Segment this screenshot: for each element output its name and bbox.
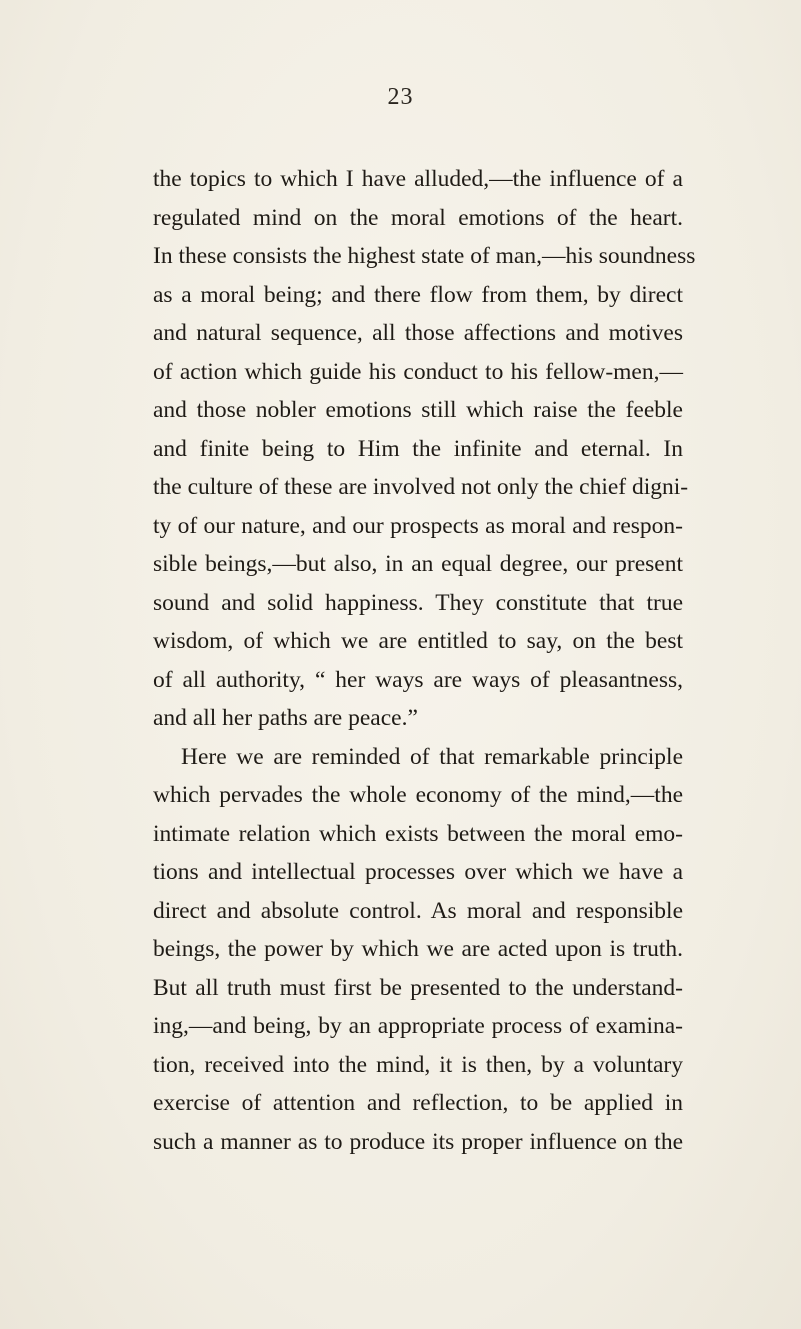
text-line: and finite being to Him the infinite and eternal. In	[153, 435, 683, 462]
text-line: Here we are reminded of that remarkable principle	[181, 743, 683, 770]
text-line: as a moral being; and there flow from them, by direct	[153, 281, 683, 308]
body-text	[153, 160, 696, 1161]
text-line: wisdom, of which we are entitled to say, on the best	[153, 628, 683, 654]
text-line: sound and solid happiness. They constitute that true	[153, 589, 683, 616]
text-line: direct and absolute control. As moral and responsible	[153, 897, 683, 924]
page-number: 23	[387, 84, 414, 110]
text-line: In these consists the highest state of man,—his soundness	[153, 243, 696, 269]
paragraph-1	[153, 160, 696, 738]
text-line: and all her paths are peace.”	[153, 705, 418, 731]
text-line: beings, the power by which we are acted upon is truth.	[153, 936, 683, 962]
text-line: intimate relation which exists between the moral emo-	[153, 820, 683, 847]
text-line: and natural sequence, all those affections and motives	[153, 320, 683, 346]
paragraph-2	[153, 738, 683, 1162]
text-line: such a manner as to produce its proper influence on the	[153, 1128, 683, 1155]
text-line: tion, received into the mind, it is then, by a voluntary	[153, 1051, 683, 1078]
text-line: regulated mind on the moral emotions of the heart.	[153, 204, 683, 231]
text-line: and those nobler emotions still which raise the feeble	[153, 397, 683, 423]
text-line: tions and intellectual processes over which we have a	[153, 859, 683, 885]
text-line: sible beings,—but also, in an equal degree, our present	[153, 551, 683, 577]
text-line: of all authority, “ her ways are ways of pleasantness,	[153, 666, 683, 693]
text-line: of action which guide his conduct to his fellow-men,—	[153, 358, 683, 385]
text-line: the culture of these are involved not only the chief digni-	[153, 474, 689, 500]
text-line: which pervades the whole economy of the mind,—the	[153, 782, 683, 808]
text-line: ing,—and being, by an appropriate process of examina-	[153, 1013, 683, 1039]
text-line: the topics to which I have alluded,—the influence of a	[153, 166, 683, 192]
text-line: But all truth must first be presented to the understand-	[153, 974, 683, 1001]
text-line: ty of our nature, and our prospects as moral and respon-	[153, 512, 683, 539]
text-line: exercise of attention and reflection, to be applied in	[153, 1090, 683, 1116]
